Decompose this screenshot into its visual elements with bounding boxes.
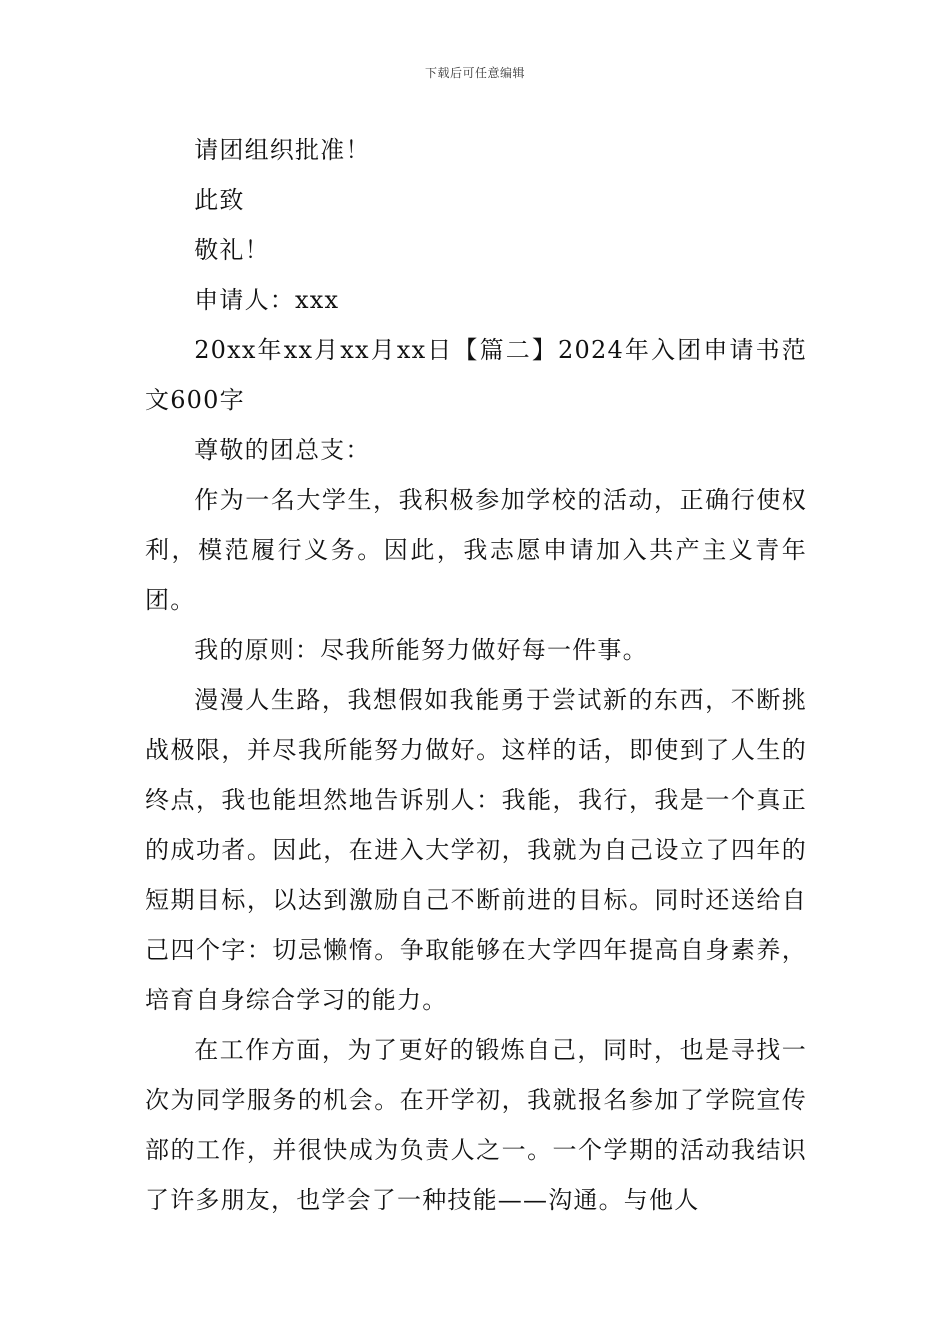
page-header-note: 下载后可任意编辑 [424,66,525,80]
paragraph-date-and-title: 20xx年xx月xx月xx日【篇二】2024年入团申请书范文600字 [145,336,807,414]
paragraph-applicant: 申请人：xxx [194,286,340,314]
paragraph-intro: 作为一名大学生，我积极参加学校的活动，正确行使权利，模范履行义务。因此，我志愿申请加入共产主义青年团。 [145,486,807,614]
paragraph-salutation: 尊敬的团总支： [194,436,371,464]
paragraph-salute: 敬礼！ [194,236,270,264]
paragraph-principle: 我的原则：尽我所能努力做好每一件事。 [194,636,648,664]
paragraph-closing: 此致 [194,186,245,214]
paragraph-approval-request: 请团组织批准！ [194,136,371,164]
paragraph-goals: 漫漫人生路，我想假如我能勇于尝试新的东西，不断挑战极限，并尽我所能努力做好。这样的话，即使到了人生的终点，我也能坦然地告诉别人：我能，我行，我是一个真正的成功者。因此，在进入大学初，我就为自己设立了四年的短期目标，以达到激励自己不断前进的目标。同时还送给自己四个字：切忌懒惰。争取能够在大学四年提高自身素养，培育自身综合学习的能力。 [145,686,807,1014]
paragraph-work: 在工作方面，为了更好的锻炼自己，同时，也是寻找一次为同学服务的机会。在开学初，我就报名参加了学院宣传部的工作，并很快成为负责人之一。一个学期的活动我结识了许多朋友，也学会了一种技能——沟通。与他人 [145,1036,807,1214]
document-body [145,125,807,1225]
